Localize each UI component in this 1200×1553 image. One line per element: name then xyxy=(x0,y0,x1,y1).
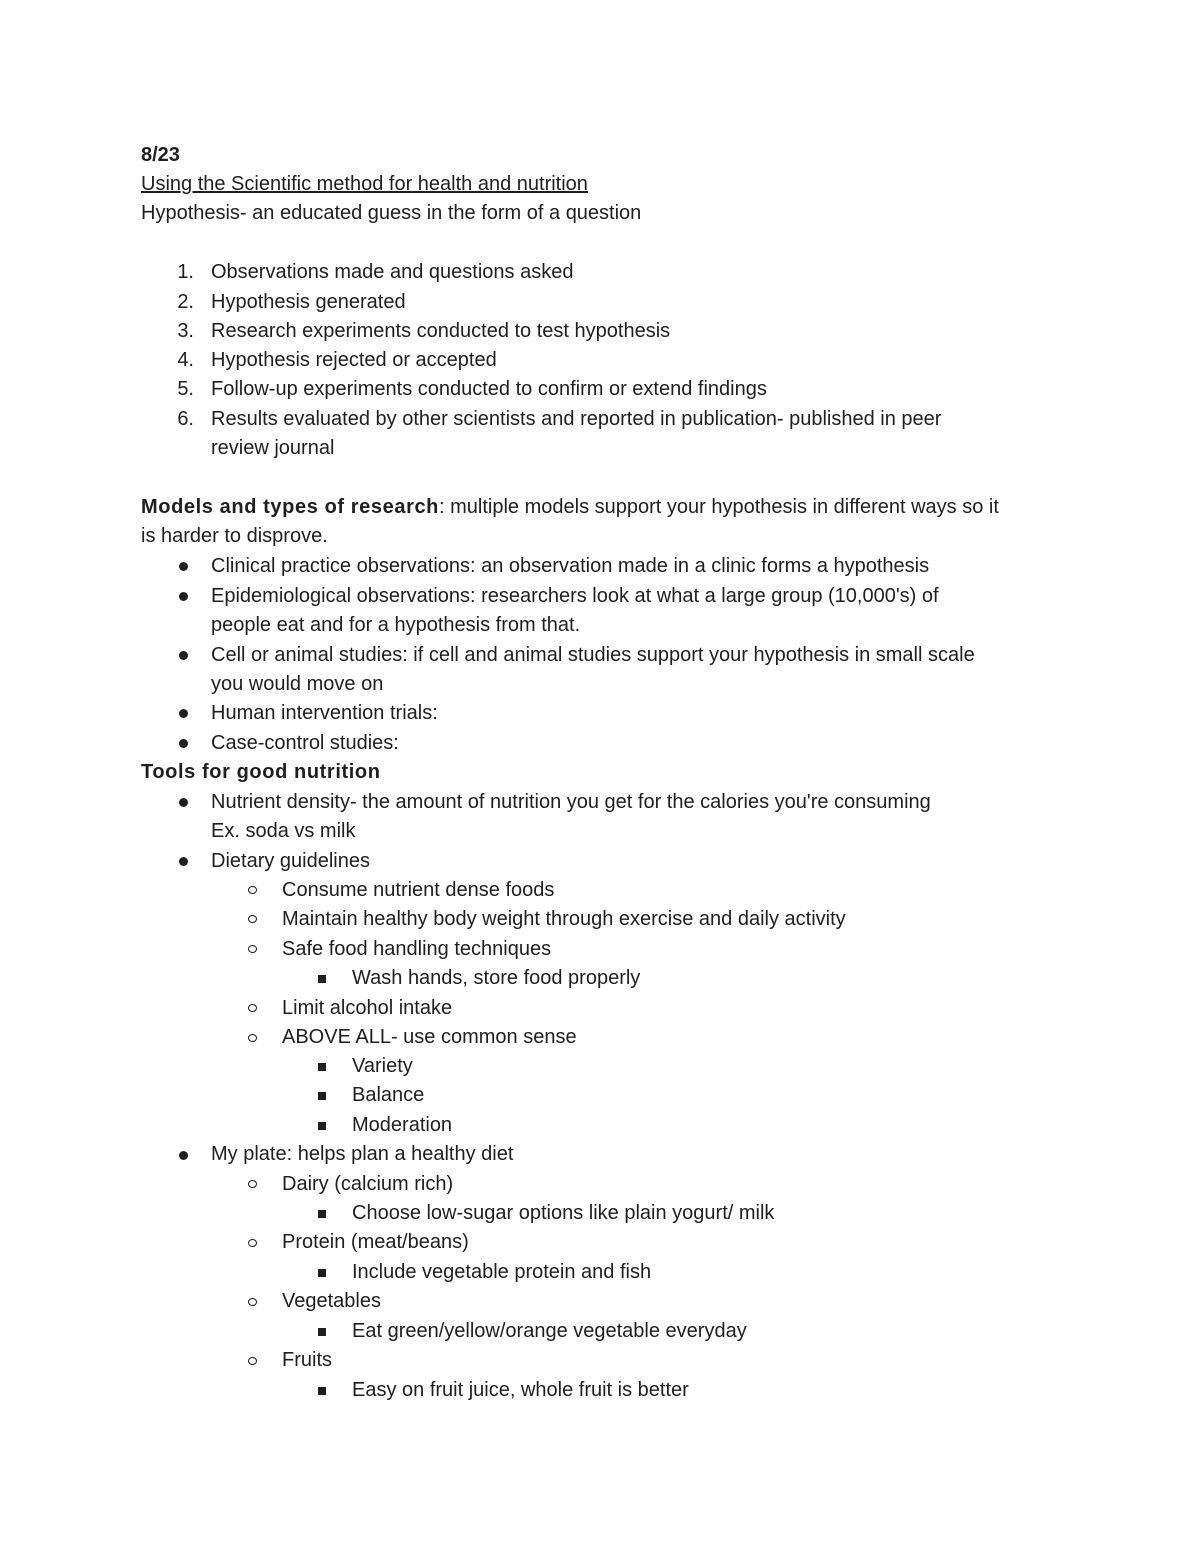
models-item: Human intervention trials: xyxy=(211,702,438,724)
myplate-group: Protein (meat/beans) xyxy=(282,1231,469,1253)
bullet-square xyxy=(318,1328,326,1336)
bullet-square xyxy=(318,1387,326,1395)
safe-food-subitem: Wash hands, store food properly xyxy=(352,967,641,989)
bullet-circle xyxy=(248,1239,257,1247)
bullet-dot xyxy=(179,709,188,718)
bullet-circle xyxy=(248,1004,257,1012)
bullet-square xyxy=(318,1063,326,1071)
step-text-continued: review journal xyxy=(211,437,335,459)
bullet-circle xyxy=(248,915,257,923)
bullet-square xyxy=(318,1269,326,1277)
models-heading: Models and types of research xyxy=(141,496,440,518)
myplate-tip: Easy on fruit juice, whole fruit is better xyxy=(352,1379,689,1401)
dietary-subitem: Consume nutrient dense foods xyxy=(282,879,555,901)
myplate-item: My plate: helps plan a healthy diet xyxy=(211,1143,514,1165)
nutrient-density-item: Nutrient density- the amount of nutrition you get for the calories you're consuming xyxy=(211,791,931,813)
dietary-subitem: Limit alcohol intake xyxy=(282,997,453,1019)
bullet-dot xyxy=(179,857,188,866)
models-intro-continued: is harder to disprove. xyxy=(141,525,328,547)
bullet-circle xyxy=(248,945,257,953)
above-all-subitem: Variety xyxy=(352,1055,413,1077)
dietary-guidelines-item: Dietary guidelines xyxy=(211,850,370,872)
step-text: Hypothesis generated xyxy=(211,291,406,313)
step-number: 2. xyxy=(177,291,194,313)
dietary-subitem: Maintain healthy body weight through exercise and daily activity xyxy=(282,908,846,930)
bullet-dot xyxy=(179,798,188,807)
step-text: Follow-up experiments conducted to confirm or extend findings xyxy=(211,378,767,400)
bullet-square xyxy=(318,975,326,983)
myplate-group: Fruits xyxy=(282,1349,332,1371)
page-title: Using the Scientific method for health and nutrition xyxy=(141,173,588,195)
bullet-circle xyxy=(248,1034,257,1042)
models-item-continued: you would move on xyxy=(211,673,384,695)
nutrient-density-example: Ex. soda vs milk xyxy=(211,820,356,842)
models-item: Cell or animal studies: if cell and animal studies support your hypothesis in small scale xyxy=(211,644,975,666)
myplate-group: Vegetables xyxy=(282,1290,381,1312)
models-intro xyxy=(141,493,999,522)
above-all-subitem: Balance xyxy=(352,1084,425,1106)
step-text: Hypothesis rejected or accepted xyxy=(211,349,497,371)
bullet-square xyxy=(318,1122,326,1130)
step-number: 6. xyxy=(177,408,194,430)
myplate-tip: Include vegetable protein and fish xyxy=(352,1261,652,1283)
models-item-continued: people eat and for a hypothesis from that. xyxy=(211,614,581,636)
models-item: Clinical practice observations: an observation made in a clinic forms a hypothesis xyxy=(211,555,930,577)
step-number: 1. xyxy=(177,261,194,283)
dietary-subitem: ABOVE ALL- use common sense xyxy=(282,1026,577,1048)
models-intro-text: : multiple models support your hypothesis in different ways so it xyxy=(439,496,999,518)
step-text: Research experiments conducted to test hypothesis xyxy=(211,320,671,342)
date-heading: 8/23 xyxy=(141,144,180,166)
bullet-circle xyxy=(248,1298,257,1306)
models-item: Case-control studies: xyxy=(211,732,399,754)
bullet-square xyxy=(318,1092,326,1100)
step-number: 3. xyxy=(177,320,194,342)
tools-heading: Tools for good nutrition xyxy=(141,761,381,783)
myplate-tip: Choose low-sugar options like plain yogurt/ milk xyxy=(352,1202,775,1224)
above-all-subitem: Moderation xyxy=(352,1114,453,1136)
bullet-circle xyxy=(248,1180,257,1188)
bullet-dot xyxy=(179,651,188,660)
myplate-group: Dairy (calcium rich) xyxy=(282,1173,454,1195)
bullet-dot xyxy=(179,739,188,748)
step-text: Observations made and questions asked xyxy=(211,261,574,283)
models-item: Epidemiological observations: researchers look at what a large group (10,000's) of xyxy=(211,585,939,607)
bullet-circle xyxy=(248,886,257,894)
step-number: 4. xyxy=(177,349,194,371)
bullet-square xyxy=(318,1210,326,1218)
hypothesis-definition: Hypothesis- an educated guess in the form of a question xyxy=(141,202,642,224)
bullet-dot xyxy=(179,1151,188,1160)
step-number: 5. xyxy=(177,378,194,400)
myplate-tip: Eat green/yellow/orange vegetable everyday xyxy=(352,1320,747,1342)
bullet-dot xyxy=(179,592,188,601)
bullet-circle xyxy=(248,1357,257,1365)
bullet-dot xyxy=(179,562,188,571)
dietary-subitem: Safe food handling techniques xyxy=(282,938,552,960)
step-text: Results evaluated by other scientists and reported in publication- published in peer xyxy=(211,408,942,430)
